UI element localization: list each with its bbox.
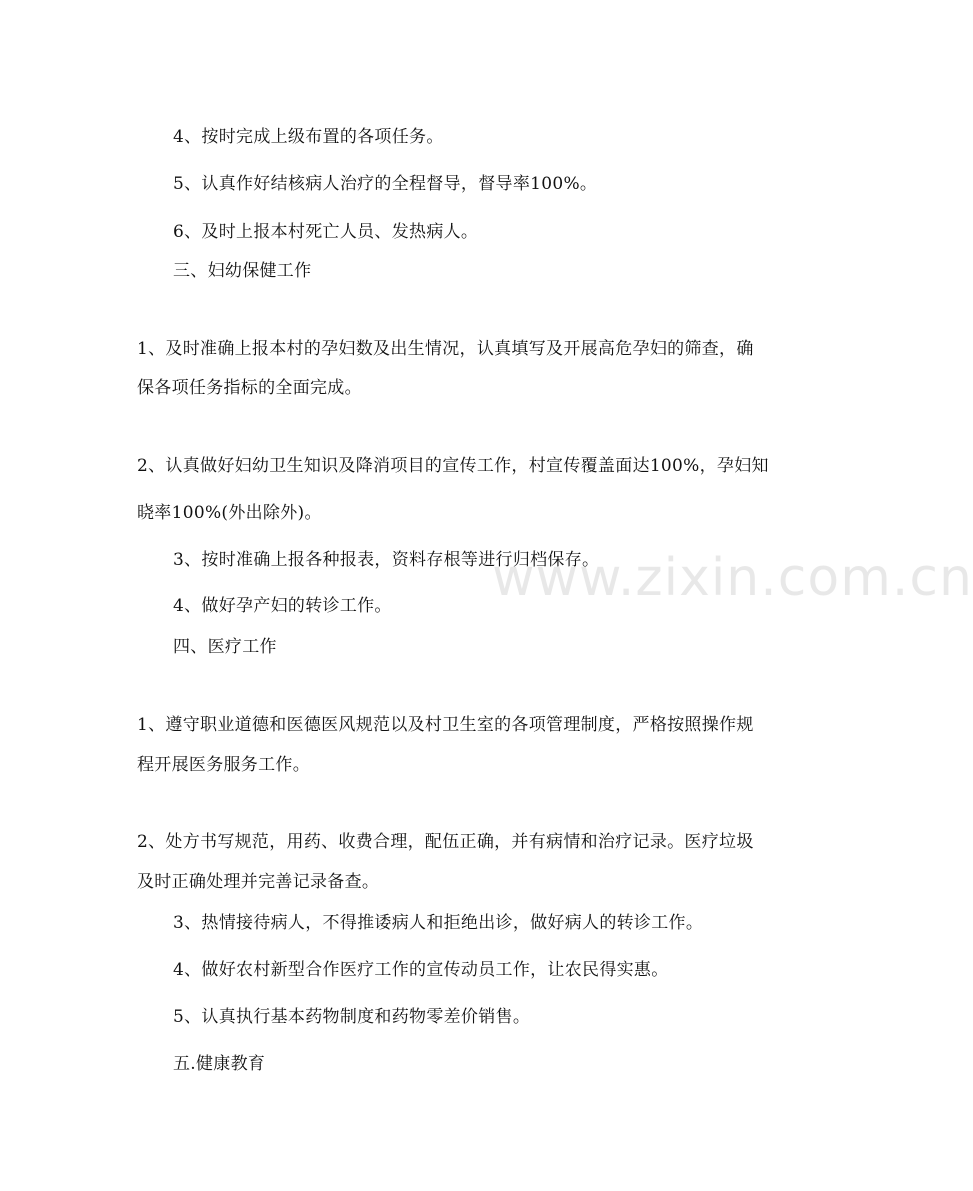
paragraph-line: 2、认真做好妇幼卫生知识及降消项目的宣传工作，村宣传覆盖面达100%，孕妇知 xyxy=(137,456,769,476)
paragraph-line: 5、认真作好结核病人治疗的全程督导，督导率100%。 xyxy=(173,174,598,194)
paragraph-line: 2、处方书写规范，用药、收费合理，配伍正确，并有病情和治疗记录。医疗垃圾 xyxy=(137,832,754,852)
paragraph-line: 程开展医务服务工作。 xyxy=(137,755,310,775)
section-heading: 三、妇幼保健工作 xyxy=(173,261,312,281)
paragraph-line: 6、及时上报本村死亡人员、发热病人。 xyxy=(173,222,479,242)
paragraph-line: 及时正确处理并完善记录备查。 xyxy=(137,872,380,892)
section-heading: 四、医疗工作 xyxy=(173,637,277,657)
paragraph-line: 1、及时准确上报本村的孕妇数及出生情况，认真填写及开展高危孕妇的筛查，确 xyxy=(137,339,754,359)
paragraph-line: 3、热情接待病人，不得推诿病人和拒绝出诊，做好病人的转诊工作。 xyxy=(173,913,704,933)
paragraph-line: 4、做好农村新型合作医疗工作的宣传动员工作，让农民得实惠。 xyxy=(173,960,669,980)
paragraph-line: 4、做好孕产妇的转诊工作。 xyxy=(173,596,392,616)
paragraph-line: 1、遵守职业道德和医德医风规范以及村卫生室的各项管理制度，严格按照操作规 xyxy=(137,715,754,735)
paragraph-line: 4、按时完成上级布置的各项任务。 xyxy=(173,127,444,147)
section-heading: 五.健康教育 xyxy=(173,1054,266,1074)
paragraph-line: 晓率100%(外出除外)。 xyxy=(137,503,322,523)
paragraph-line: 5、认真执行基本药物制度和药物零差价销售。 xyxy=(173,1007,531,1027)
paragraph-line: 3、按时准确上报各种报表，资料存根等进行归档保存。 xyxy=(173,550,600,570)
paragraph-line: 保各项任务指标的全面完成。 xyxy=(137,378,362,398)
watermark: www.zixin.com.cn xyxy=(492,548,973,608)
